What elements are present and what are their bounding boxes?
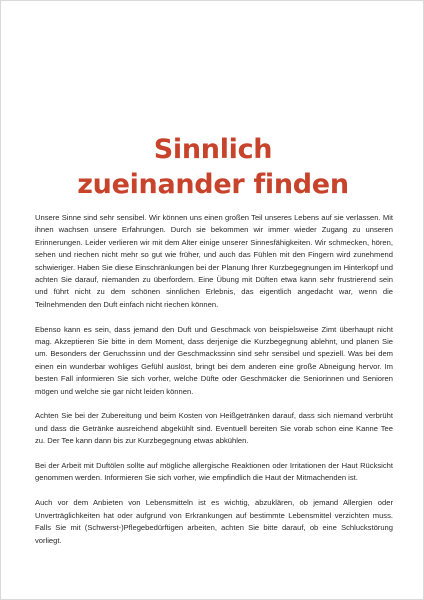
title-line-1: Sinnlich [153,134,273,166]
paragraph-oils: Bei der Arbeit mit Duftölen sollte auf mögliche allergische Reaktionen oder Irritationen der Haut Rücksicht genommen werden. Informieren Sie sich vorher, wie empfindlich die Haut der Mitmachenden ist. [35,461,393,483]
paragraph-hot-drinks: Achten Sie bei der Zubereitung und beim Kosten von Heißgetränken darauf, dass sich niemand verbrüht und dass die Getränke ausreichend abgekühlt sind. Eventuell bereiten Sie vorab schon eine Kanne Tee zu. Der Tee kann dann bis zur Kurzbegegnung etwas abkühlen. [35,411,393,446]
paragraph-allergies: Auch vor dem Anbieten von Lebensmitteln ist es wichtig, abzuklären, ob jemand Allergien oder Unverträglichkeiten hat oder aufgrund von Erkrankungen auf bestimmte Lebensmittel verzichten muss. Falls Sie mit (Schwerst-)Pflegebedürftigen arbeiten, achten Sie bitte darauf, ob eine Schluckstörung vorliegt. [35,498,393,545]
page-title [1,132,424,202]
paragraph-taste-smell: Ebenso kann es sein, dass jemand den Duft und Geschmack von beispielsweise Zimt überhaupt nicht mag. Akzeptieren Sie bitte in dem Moment, dass derjenige die Kurzbegegnung ablehnt, und planen Sie um. Besonders der Geruchssinn und der Geschmackssinn sind sehr sensibel und speziell. Was bei dem einen ein wunderbar wohliges Gefühl auslöst, bringt bei dem anderen eine große Abneigung hervor. Im besten Fall informieren Sie sich vorher, welche Düfte oder Geschmäcker die Seniorinnen und Senioren mögen und welche sie gar nicht leiden können. [35,324,393,396]
body-text [35,212,393,559]
title-line-2: zueinander finden [77,169,349,201]
paragraph-senses: Unsere Sinne sind sehr sensibel. Wir können uns einen großen Teil unseres Lebens auf sie verlassen. Mit ihnen wachsen unsere Erfahrungen. Durch sie bekommen wir immer wieder Zugang zu unseren Erinnerungen. Leider verlieren wir mit dem Alter einige unserer Sinnesfähigkeiten. Wir schmecken, hören, sehen und riechen nicht mehr so gut wie früher, und auch das Fühlen mit den Fingern wird zunehmend schwieriger. Haben Sie diese Einschränkungen bei der Planung Ihrer Kurzbegegnungen im Hinterkopf und achten Sie darauf, niemanden zu überfordern. Eine Übung mit Düften etwa kann sehr frustrierend sein und führt nicht zu dem schönen sinnlichen Erlebnis, das eigentlich angedacht war, wenn die Teilnehmenden den Duft einfach nicht riechen können. [35,213,393,309]
